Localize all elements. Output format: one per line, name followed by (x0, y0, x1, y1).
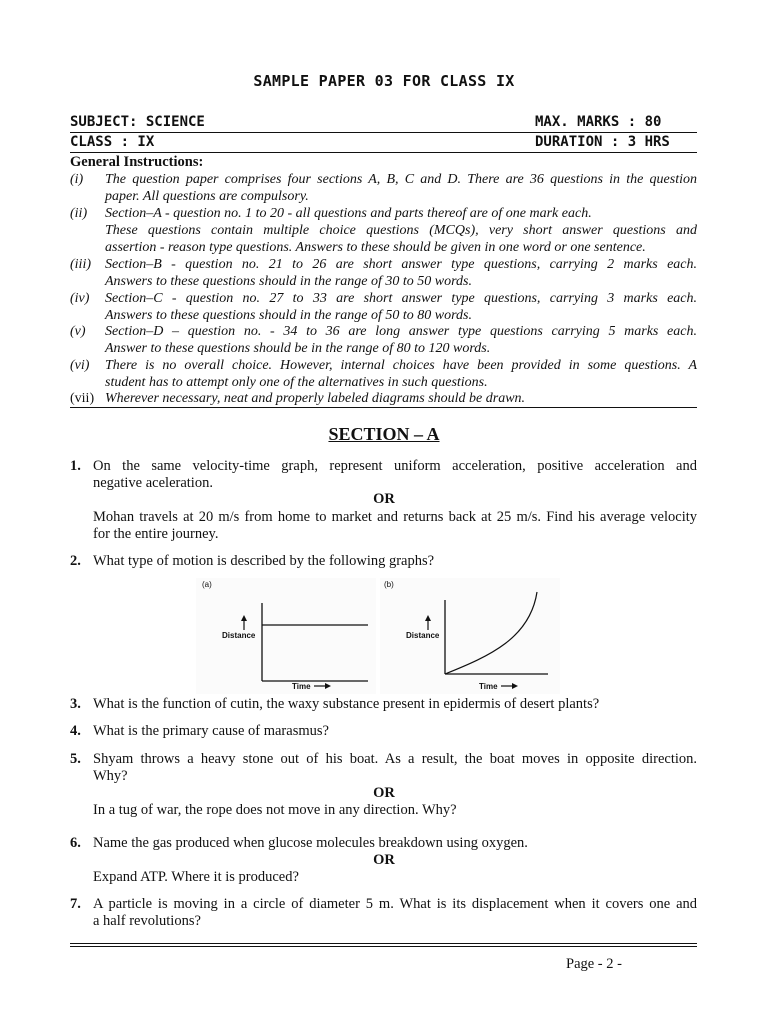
question-number: 5. (70, 751, 81, 767)
graph-a-label: (a) (202, 580, 212, 589)
graph-a-ylabel: Distance (222, 631, 256, 640)
page-number: Page - 2 - (566, 956, 622, 972)
graph-b-label: (b) (384, 580, 394, 589)
graph-b (380, 578, 560, 694)
instruction-number: (iv) (70, 291, 90, 306)
question-5 (70, 751, 697, 785)
question-line: A particle is moving in a circle of diameter 5 m. What is its displacement when it covers one and (93, 896, 697, 912)
instructions-rule (70, 407, 697, 408)
question-1 (70, 458, 697, 492)
question-line: Name the gas produced when glucose molecules breakdown using oxygen. (93, 835, 528, 851)
instruction-number: (iii) (70, 257, 91, 272)
question-2 (70, 553, 697, 570)
or-label: OR (373, 785, 395, 801)
footer-rule (70, 946, 697, 947)
question-number: 2. (70, 553, 81, 569)
question-line: negative aceleration. (93, 475, 213, 491)
instruction-line: student has to attempt only one of the alternatives in such questions. (105, 375, 488, 390)
instruction-line: The question paper comprises four sections A, B, C and D. There are 36 questions in the question (105, 172, 697, 187)
question-6-alternative (70, 869, 697, 886)
question-3 (70, 696, 697, 713)
graph-a-xlabel: Time (292, 682, 311, 691)
instruction-item (70, 323, 697, 357)
instruction-line: Section–D – question no. - 34 to 36 are long answer type questions carrying 5 marks each. (105, 324, 697, 339)
instruction-number: (vii) (70, 391, 95, 406)
question-line: Shyam throws a heavy stone out of his boat. As a result, the boat moves in opposite direction. (93, 751, 697, 767)
paper-title: SAMPLE PAPER 03 FOR CLASS IX (253, 72, 515, 90)
instruction-line: Answers to these questions should in the range of 50 to 80 words. (105, 308, 472, 323)
instruction-line: These questions contain multiple choice questions (MCQs), very short answer questions and (105, 223, 697, 238)
instruction-item (70, 357, 697, 391)
question-line: What type of motion is described by the following graphs? (93, 553, 435, 569)
question-number: 6. (70, 835, 81, 851)
question-line: What is the primary cause of marasmus? (93, 723, 329, 739)
instruction-line: Section–C - question no. 27 to 33 are short answer type questions, carrying 3 marks each. (105, 291, 697, 306)
or-label: OR (373, 491, 395, 507)
instruction-item (70, 290, 697, 324)
instructions-heading: General Instructions: (70, 154, 204, 170)
question-line: Mohan travels at 20 m/s from home to market and returns back at 25 m/s. Find his average velocity (93, 509, 697, 525)
question-number: 1. (70, 458, 81, 474)
question-line: What is the function of cutin, the waxy substance present in epidermis of desert plants? (93, 696, 600, 712)
section-title: SECTION – A (328, 424, 440, 444)
instruction-line: Answers to these questions should in the range of 30 to 50 words. (105, 274, 472, 289)
question-line: for the entire journey. (93, 526, 219, 542)
duration-label: DURATION : 3 HRS (535, 134, 670, 150)
graph-b-xlabel: Time (479, 682, 498, 691)
instruction-line: Wherever necessary, neat and properly labeled diagrams should be drawn. (105, 391, 526, 406)
header-rule-1 (70, 132, 697, 133)
graph-b-ylabel: Distance (406, 631, 440, 640)
instruction-number: (i) (70, 172, 84, 187)
instruction-item (70, 205, 697, 256)
graph-a (196, 578, 376, 694)
question-6 (70, 835, 697, 852)
question-7 (70, 896, 697, 930)
question-line: a half revolutions? (93, 913, 201, 929)
instruction-line: assertion - reason type questions. Answers to these should be given in one word or one sentence. (105, 240, 646, 255)
max-marks-label: MAX. MARKS : 80 (535, 114, 662, 130)
instruction-item (70, 390, 697, 407)
question-line: Why? (93, 768, 128, 784)
question-number: 3. (70, 696, 81, 712)
question-1-alternative (70, 509, 697, 543)
question-line: In a tug of war, the rope does not move in any direction. Why? (93, 802, 457, 818)
instruction-number: (v) (70, 324, 86, 339)
question-number: 4. (70, 723, 81, 739)
class-label: CLASS : IX (70, 134, 155, 150)
subject-label: SUBJECT: SCIENCE (70, 114, 205, 130)
question-5-alternative (70, 802, 697, 819)
instruction-line: There is no overall choice. However, internal choices have been provided in some questions. A (105, 358, 697, 373)
or-label: OR (373, 852, 395, 868)
instruction-line: Section–B - question no. 21 to 26 are short answer type questions, carrying 2 marks each. (105, 257, 697, 272)
question-line: On the same velocity-time graph, represent uniform acceleration, positive acceleration and (93, 458, 697, 474)
instruction-line: paper. All questions are compulsory. (105, 189, 309, 204)
question-number: 7. (70, 896, 81, 912)
instruction-line: Answer to these questions should be in the range of 80 to 120 words. (105, 341, 491, 356)
question-line: Expand ATP. Where it is produced? (93, 869, 299, 885)
instruction-number: (vi) (70, 358, 90, 373)
instruction-item (70, 256, 697, 290)
footer-rule (70, 943, 697, 944)
header-rule-2 (70, 152, 697, 153)
instruction-line: Section–A - question no. 1 to 20 - all questions and parts thereof are of one mark each. (105, 206, 592, 221)
question-4 (70, 723, 697, 740)
instruction-item (70, 171, 697, 205)
instruction-number: (ii) (70, 206, 88, 221)
